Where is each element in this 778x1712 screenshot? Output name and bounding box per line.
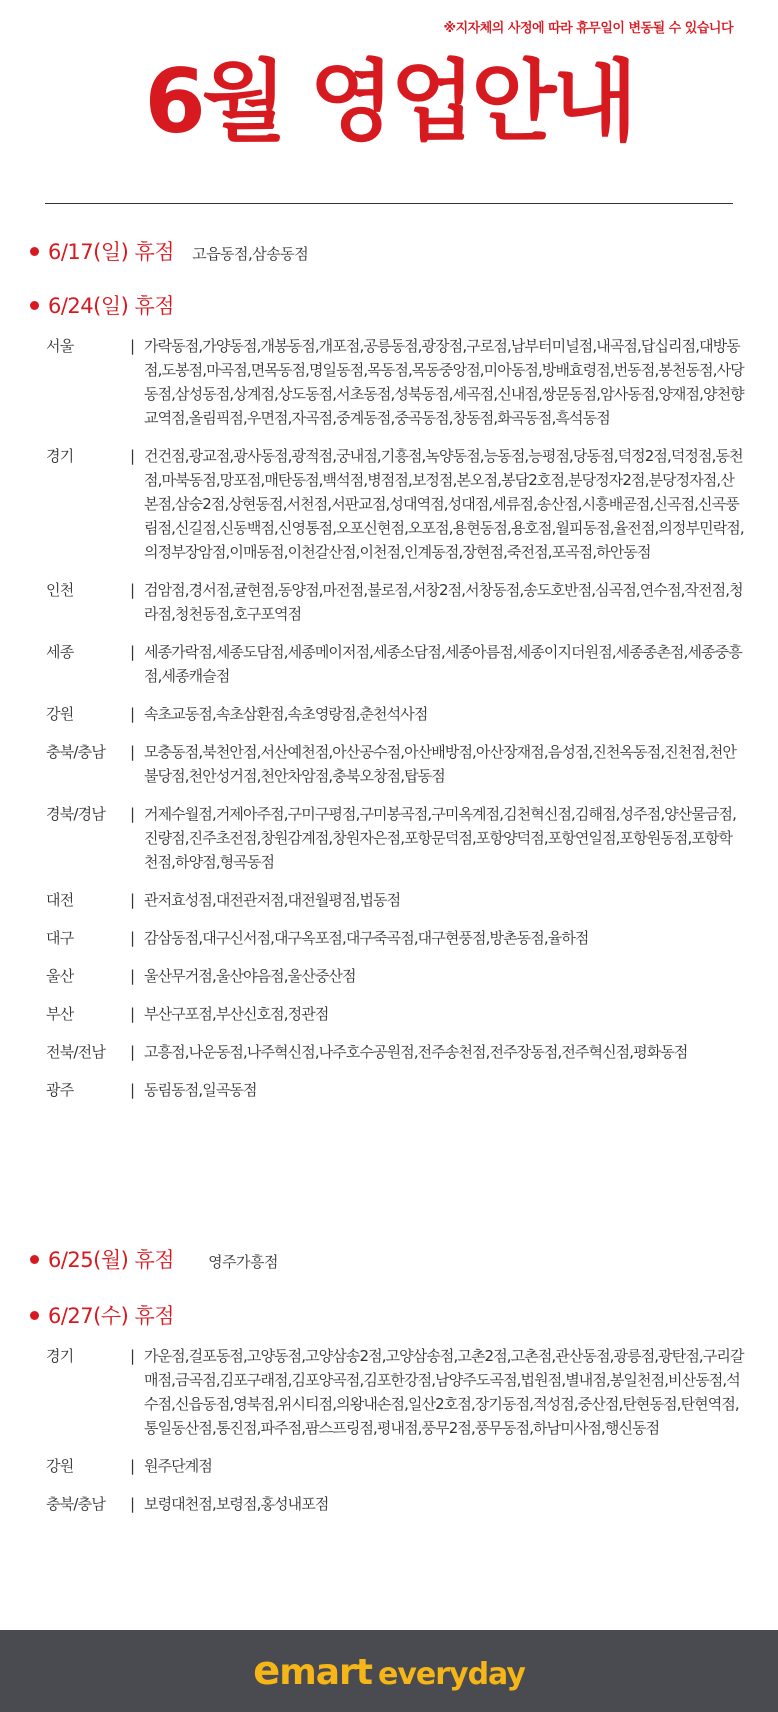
logo-everyday: everyday bbox=[377, 1657, 525, 1692]
region-label: 충북/충남 bbox=[46, 743, 106, 761]
store-list: 보령대천점,보령점,홍성내포점 bbox=[144, 1495, 329, 1513]
separator: | bbox=[130, 643, 136, 661]
closure-section-0625 bbox=[30, 1244, 760, 1274]
store-list: 원주단계점 bbox=[144, 1457, 212, 1475]
region-row bbox=[30, 1040, 760, 1064]
store-list: 고흥점,나운동점,나주혁신점,나주호수공원점,전주송천점,전주장동점,전주혁신점,평화동점 bbox=[144, 1043, 688, 1061]
region-label: 세종 bbox=[46, 643, 74, 661]
separator: | bbox=[130, 447, 136, 465]
region-list bbox=[30, 334, 760, 1102]
store-list: 동림동점,일곡동점 bbox=[144, 1081, 257, 1099]
store-list: 가락동점,가양동점,개봉동점,개포점,공릉동점,광장점,구로점,남부터미널점,내곡점,답십리점,대방동점,도봉점,마곡점,면목동점,명일동점,목동점,목동중앙점,미아동점,방배효령점,번동점,봉천동점,사당동점,삼성동점,상계점,상도동점,서초동점,성북동점,세곡점,신내점,쌍문동점,암사동점,양재점,양천향교역점,올림픽점,우면점,자곡점,중계동점,중곡동점,창동점,화곡동점,흑석동점 bbox=[144, 337, 744, 427]
separator: | bbox=[130, 1495, 136, 1513]
region-label: 전북/전남 bbox=[46, 1043, 106, 1061]
footer-bar bbox=[0, 1630, 778, 1712]
region-label: 경북/경남 bbox=[46, 805, 106, 823]
region-row bbox=[30, 1002, 760, 1026]
store-list: 모충동점,북천안점,서산예천점,아산공수점,아산배방점,아산장재점,음성점,진천옥동점,진천점,천안불당점,천안성거점,천안차암점,충북오창점,탑동점 bbox=[144, 743, 737, 785]
region-row bbox=[30, 1078, 760, 1102]
region-label: 광주 bbox=[46, 1081, 74, 1099]
store-list: 가운점,걸포동점,고양동점,고양삼송2점,고양삼송점,고촌2점,고촌점,관산동점,광릉점,광탄점,구리갈매점,금곡점,김포구래점,김포양곡점,김포한강점,남양주도곡점,법원점,별내점,봉일천점,비산동점,석수점,신읍동점,영북점,위시티점,의왕내손점,일산2호점,장기동점,적성점,중산점,탄현동점,탄현역점,통일동산점,통진점,파주점,팜스프링점,평내점,풍무2점,풍무동점,하남미사점,행신동점 bbox=[144, 1347, 744, 1437]
region-row bbox=[30, 802, 760, 874]
region-label: 경기 bbox=[46, 447, 74, 465]
separator: | bbox=[130, 1347, 136, 1365]
separator: | bbox=[130, 929, 136, 947]
region-label: 충북/충남 bbox=[46, 1495, 106, 1513]
region-row bbox=[30, 740, 760, 788]
closure-section-0624 bbox=[30, 290, 760, 1116]
region-label: 인천 bbox=[46, 581, 74, 599]
closure-section-0627 bbox=[30, 1300, 760, 1530]
separator: | bbox=[130, 743, 136, 761]
separator: | bbox=[130, 581, 136, 599]
separator: | bbox=[130, 891, 136, 909]
separator: | bbox=[130, 1043, 136, 1061]
store-list: 세종가락점,세종도담점,세종메이저점,세종소담점,세종아름점,세종이지더원점,세종종촌점,세종중흥점,세종캐슬점 bbox=[144, 643, 742, 685]
region-row bbox=[30, 444, 760, 564]
region-label: 강원 bbox=[46, 1457, 74, 1475]
store-list: 거제수월점,거제아주점,구미구평점,구미봉곡점,구미옥계점,김천혁신점,김해점,성주점,양산물금점,진량점,진주초전점,창원감계점,창원자은점,포항문덕점,포항양덕점,포항연일점,포항원동점,포항학천점,하양점,형곡동점 bbox=[144, 805, 737, 871]
bullet-icon bbox=[30, 1255, 39, 1264]
region-label: 강원 bbox=[46, 705, 74, 723]
store-list: 부산구포점,부산신호점,정관점 bbox=[144, 1005, 329, 1023]
store-list: 울산무거점,울산야음점,울산중산점 bbox=[144, 967, 356, 985]
region-list bbox=[30, 1344, 760, 1516]
store-list: 감삼동점,대구신서점,대구옥포점,대구죽곡점,대구현풍점,방촌동점,율하점 bbox=[144, 929, 589, 947]
logo-e: e bbox=[253, 1648, 280, 1694]
closure-section-0617 bbox=[30, 236, 760, 266]
region-row bbox=[30, 640, 760, 688]
separator: | bbox=[130, 1457, 136, 1475]
store-list: 검암점,경서점,귤현점,동양점,마전점,불로점,서창2점,서창동점,송도호반점,심곡점,연수점,작전점,청라점,청천동점,호구포역점 bbox=[144, 581, 743, 623]
bullet-icon bbox=[30, 1311, 39, 1320]
separator: | bbox=[130, 1005, 136, 1023]
section-stores: 고읍동점,삼송동점 bbox=[192, 245, 309, 263]
region-row bbox=[30, 702, 760, 726]
divider bbox=[45, 203, 733, 204]
region-label: 경기 bbox=[46, 1347, 74, 1365]
store-list: 속초교동점,속초삼환점,속초영랑점,춘천석사점 bbox=[144, 705, 428, 723]
section-title: 6/27(수) 휴점 bbox=[48, 1304, 175, 1328]
separator: | bbox=[130, 805, 136, 823]
region-label: 부산 bbox=[46, 1005, 74, 1023]
page-title: 6월 영업안내 bbox=[144, 50, 634, 153]
section-title: 6/25(월) 휴점 bbox=[48, 1248, 175, 1272]
separator: | bbox=[130, 967, 136, 985]
store-list: 건건점,광교점,광사동점,광적점,궁내점,기흥점,녹양동점,능동점,능평점,당동점,덕정2점,덕정점,동천점,마북동점,망포점,매탄동점,백석점,병점점,보정점,본오점,봉담2호점,분당정자2점,분당정자점,산본점,삼숭2점,상현동점,서천점,서판교점,성대역점,성대점,세류점,송산점,시흥배곧점,신곡점,신곡풍림점,신길점,신동백점,신영통점,오포신현점,오포점,용현동점,용호점,월피동점,율전점,의정부민락점,의정부장암점,이매동점,이천갈산점,이천점,인계동점,장현점,죽전점,포곡점,하안동점 bbox=[144, 447, 744, 561]
region-label: 대전 bbox=[46, 891, 74, 909]
region-row bbox=[30, 578, 760, 626]
emart-everyday-logo bbox=[253, 1648, 525, 1694]
bullet-icon bbox=[30, 301, 39, 310]
bullet-icon bbox=[30, 247, 39, 256]
region-row bbox=[30, 1492, 760, 1516]
section-stores: 영주가흥점 bbox=[208, 1253, 279, 1271]
section-title: 6/17(일) 휴점 bbox=[48, 240, 175, 264]
store-list: 관저효성점,대전관저점,대전월평점,법동점 bbox=[144, 891, 401, 909]
region-row bbox=[30, 888, 760, 912]
region-row bbox=[30, 334, 760, 430]
logo-mart: mart bbox=[279, 1652, 372, 1693]
region-row bbox=[30, 926, 760, 950]
region-row bbox=[30, 964, 760, 988]
region-label: 대구 bbox=[46, 929, 74, 947]
separator: | bbox=[130, 705, 136, 723]
region-row bbox=[30, 1454, 760, 1478]
separator: | bbox=[130, 337, 136, 355]
region-label: 서울 bbox=[46, 337, 74, 355]
section-title: 6/24(일) 휴점 bbox=[48, 294, 175, 318]
region-row bbox=[30, 1344, 760, 1440]
region-label: 울산 bbox=[46, 967, 74, 985]
notice-text: ※지자체의 사정에 따라 휴무일이 변동될 수 있습니다 bbox=[443, 21, 733, 36]
separator: | bbox=[130, 1081, 136, 1099]
